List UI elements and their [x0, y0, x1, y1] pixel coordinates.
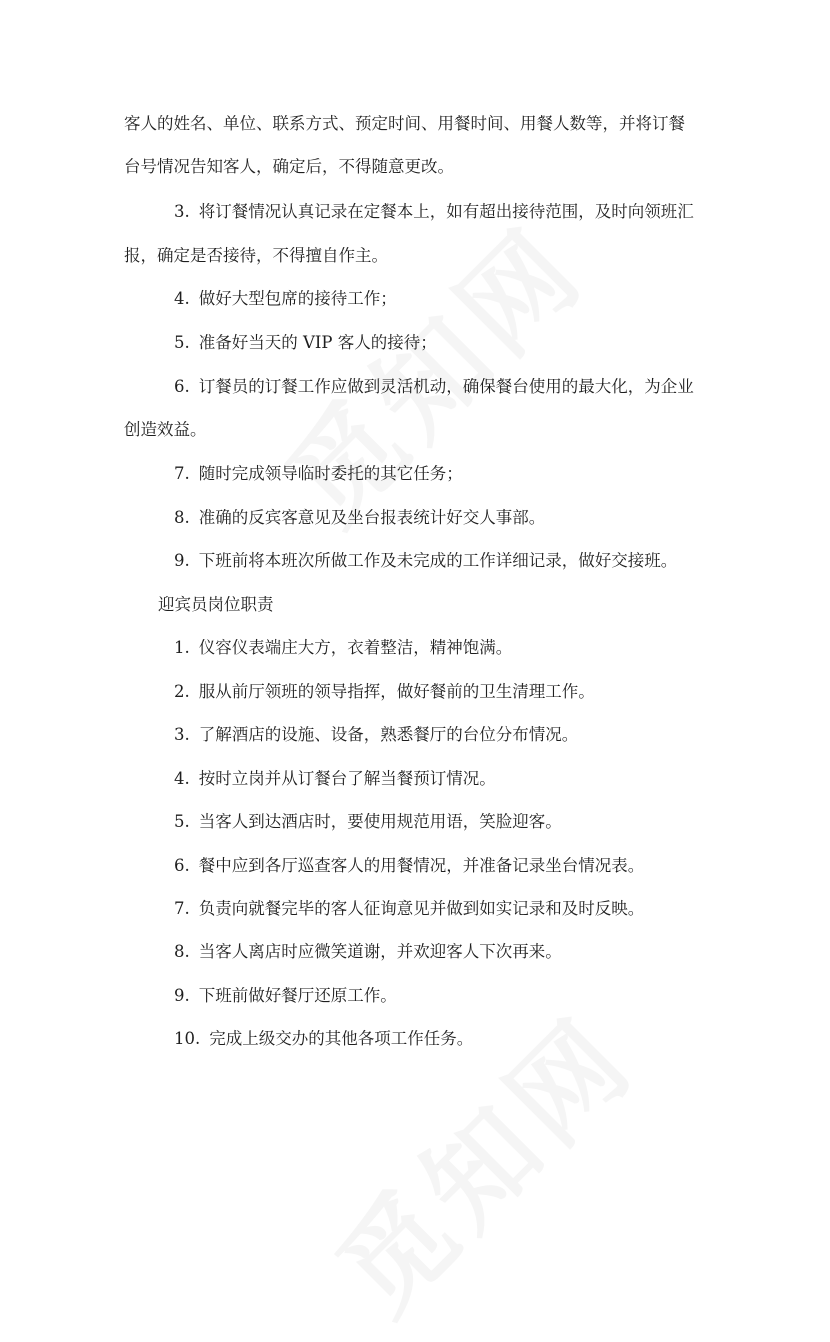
item-number: 8. — [174, 508, 190, 527]
item-text: 服从前厅领班的领导指挥，做好餐前的卫生清理工作。 — [198, 682, 595, 701]
item-number: 9. — [174, 986, 190, 1005]
item-number: 5. — [174, 812, 190, 831]
item-number: 7. — [174, 899, 190, 918]
watermark — [247, 186, 613, 552]
item-text: 完成上级交办的其他各项工作任务。 — [209, 1029, 474, 1048]
paragraph-line: 客人的姓名、单位、联系方式、预定时间、用餐时间、用餐人数等，并将订餐 — [124, 114, 685, 133]
item-number: 3. — [174, 725, 190, 744]
list-item — [0, 941, 830, 963]
item-text: 下班前将本班次所做工作及未完成的工作详细记录，做好交接班。 — [198, 551, 678, 570]
list-item — [0, 288, 830, 310]
list-item — [0, 985, 830, 1007]
item-continuation: 创造效益。 — [124, 420, 207, 439]
item-text: 做好大型包席的接待工作； — [198, 289, 397, 308]
list-item — [0, 768, 830, 790]
list-item — [0, 855, 830, 877]
item-number: 8. — [174, 942, 190, 961]
item-continuation: 报，确定是否接待，不得擅自作主。 — [124, 246, 388, 265]
section-title: 迎宾员岗位职责 — [158, 595, 274, 614]
item-number: 6. — [174, 856, 190, 875]
item-text: 将订餐情况认真记录在定餐本上，如有超出接待范围，及时向领班汇 — [198, 202, 694, 221]
list-item — [0, 550, 830, 572]
item-text: 按时立岗并从订餐台了解当餐预订情况。 — [198, 769, 496, 788]
item-number: 9. — [174, 551, 190, 570]
list-item — [0, 332, 830, 354]
item-number: 6. — [174, 377, 190, 396]
item-number: 1. — [174, 638, 190, 657]
item-text: 餐中应到各厅巡查客人的用餐情况，并准备记录坐台情况表。 — [198, 856, 645, 875]
list-item — [0, 811, 830, 833]
list-item — [0, 898, 830, 920]
item-number: 3. — [174, 202, 190, 221]
list-item — [0, 1028, 830, 1050]
item-number: 2. — [174, 682, 190, 701]
list-item — [0, 681, 830, 703]
item-text: 下班前做好餐厅还原工作。 — [198, 986, 397, 1005]
item-text: 准备好当天的 VIP 客人的接待； — [198, 333, 437, 352]
item-number: 10. — [174, 1029, 201, 1048]
paragraph-line: 台号情况告知客人，确定后，不得随意更改。 — [124, 157, 454, 176]
list-item — [0, 201, 830, 223]
item-number: 7. — [174, 464, 190, 483]
item-text: 仪容仪表端庄大方，衣着整洁，精神饱满。 — [198, 638, 513, 657]
item-text: 当客人到达酒店时，要使用规范用语，笑脸迎客。 — [198, 812, 562, 831]
item-text: 随时完成领导临时委托的其它任务； — [198, 464, 463, 483]
item-number: 4. — [174, 769, 190, 788]
item-text: 订餐员的订餐工作应做到灵活机动，确保餐台使用的最大化，为企业 — [198, 377, 694, 396]
list-item — [0, 463, 830, 485]
item-number: 5. — [174, 333, 190, 352]
list-item — [0, 637, 830, 659]
item-text: 当客人离店时应微笑道谢，并欢迎客人下次再来。 — [198, 942, 562, 961]
item-text: 负责向就餐完毕的客人征询意见并做到如实记录和及时反映。 — [198, 899, 645, 918]
item-number: 4. — [174, 289, 190, 308]
list-item — [0, 376, 830, 398]
list-item — [0, 507, 830, 529]
list-item — [0, 724, 830, 746]
item-text: 准确的反宾客意见及坐台报表统计好交人事部。 — [198, 508, 546, 527]
item-text: 了解酒店的设施、设备，熟悉餐厅的台位分布情况。 — [198, 725, 579, 744]
